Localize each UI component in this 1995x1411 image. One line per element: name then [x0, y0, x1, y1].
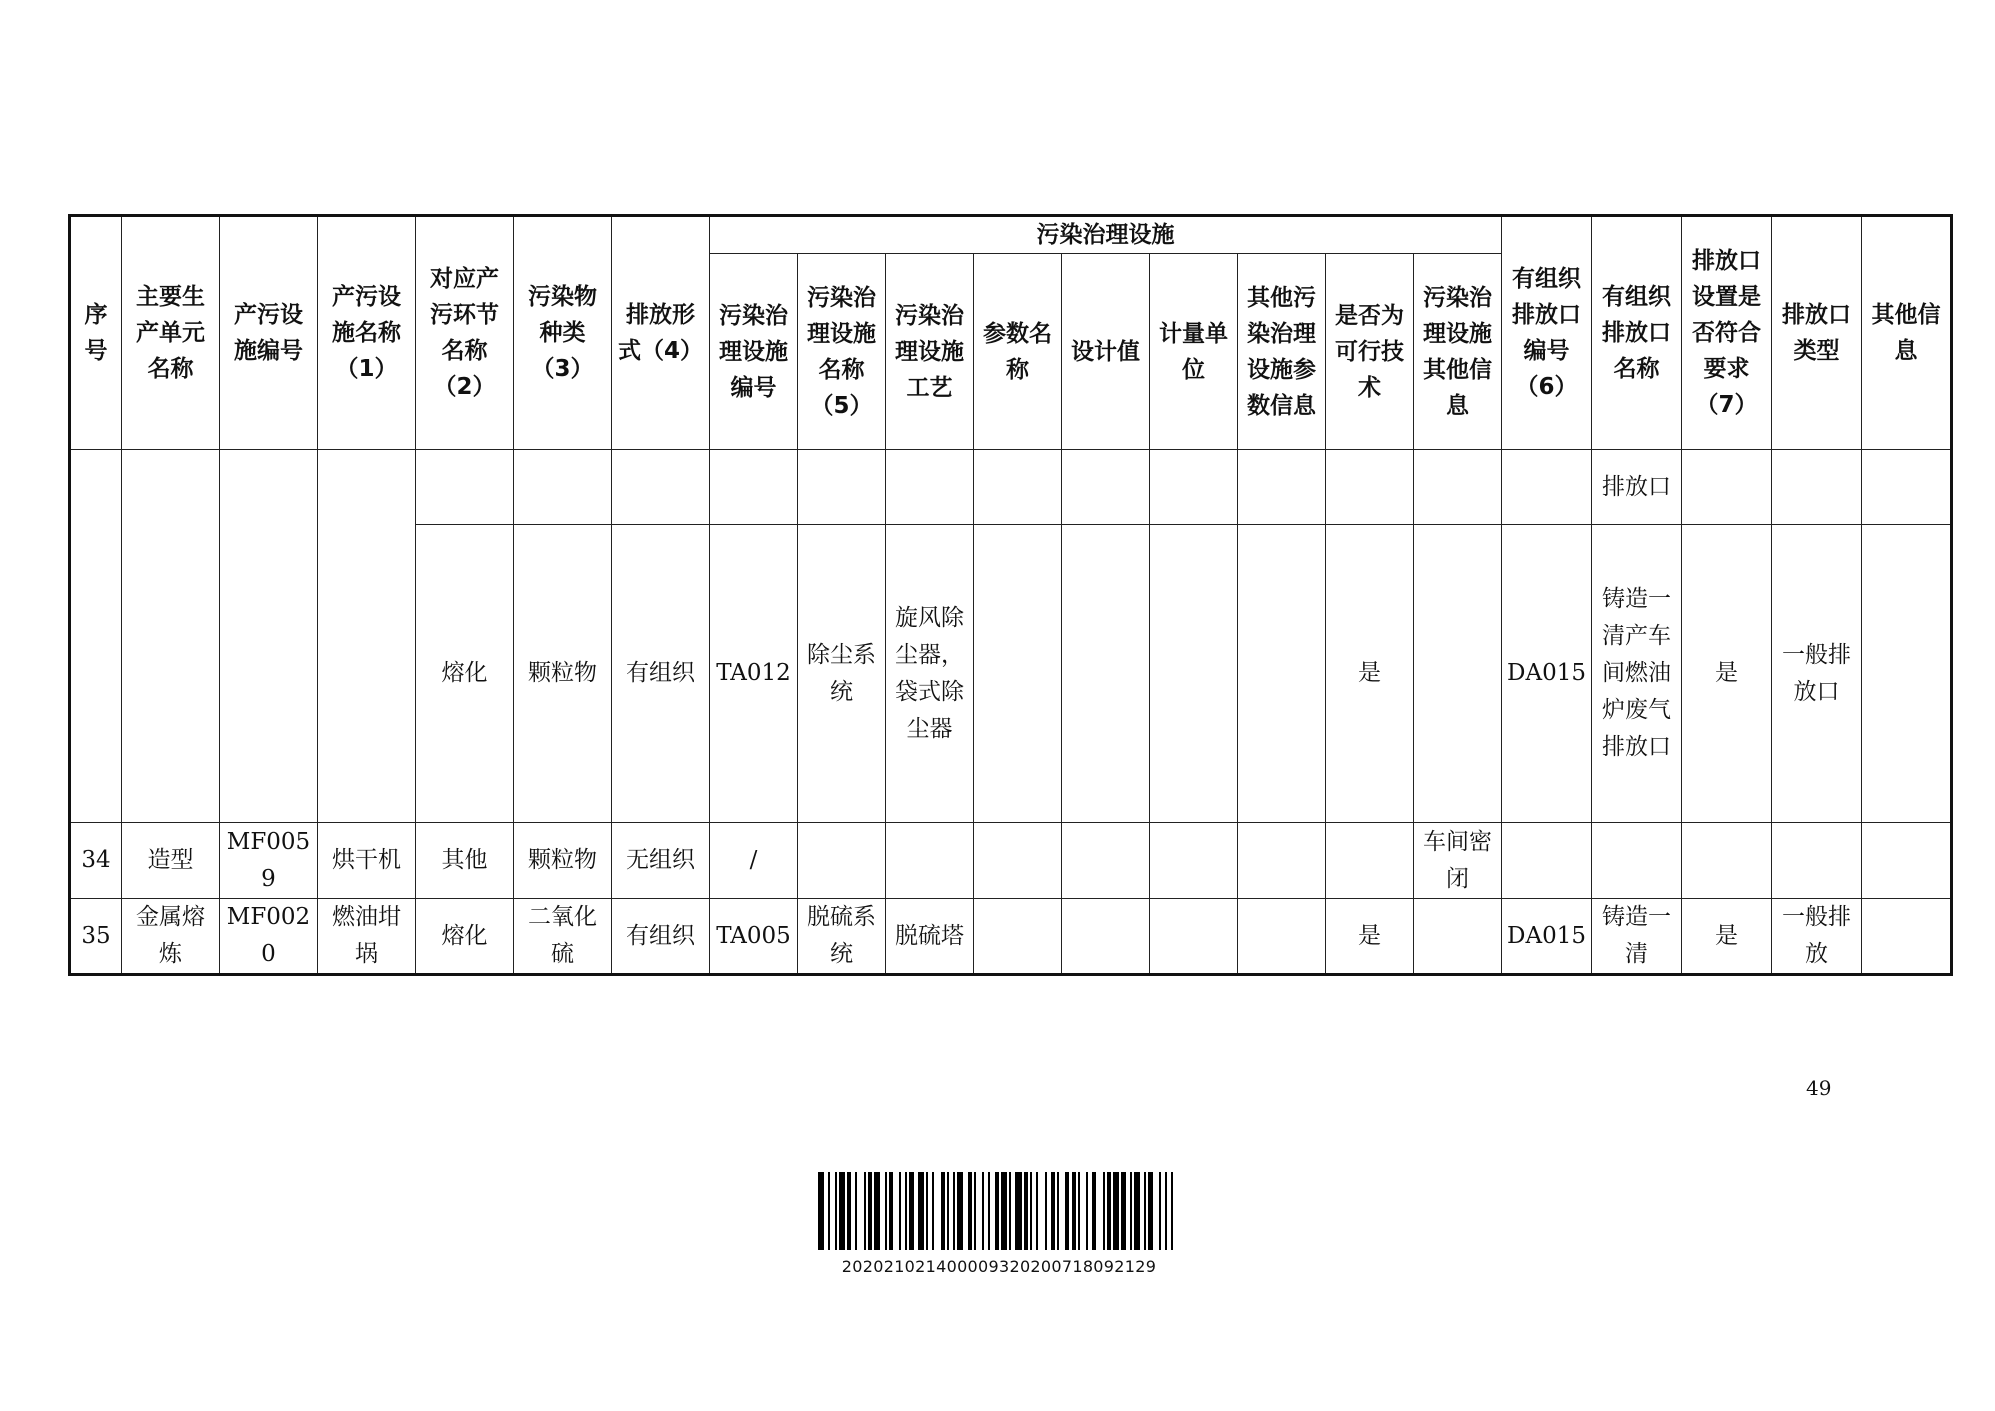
cell-feasible: 是 — [1326, 899, 1414, 975]
cell-design-value — [1062, 823, 1150, 899]
header-seq: 序号 — [70, 216, 122, 450]
table-row — [70, 823, 1952, 899]
cell-other-params — [1238, 450, 1326, 525]
header-outlet-type: 排放口类型 — [1772, 216, 1862, 450]
cell-process — [416, 450, 514, 525]
header-design-value: 设计值 — [1062, 254, 1150, 450]
cell-other-info — [1862, 525, 1952, 823]
cell-treatment-code — [710, 450, 798, 525]
cell-other-info-treatment — [1414, 899, 1502, 975]
cell-pollutant: 颗粒物 — [514, 525, 612, 823]
header-facility-code: 产污设施编号 — [220, 216, 318, 450]
cell-feasible: 是 — [1326, 525, 1414, 823]
cell-param-name — [974, 823, 1062, 899]
table-row — [70, 899, 1952, 975]
cell-unit-measure — [1150, 450, 1238, 525]
header-param-name: 参数名称 — [974, 254, 1062, 450]
cell-outlet-compliant: 是 — [1682, 899, 1772, 975]
cell-facility-name: 烘干机 — [318, 823, 416, 899]
cell-facility-code: MF0059 — [220, 823, 318, 899]
header-treatment-group: 污染治理设施 — [710, 216, 1502, 254]
cell-facility-code: MF0020 — [220, 899, 318, 975]
table-row — [70, 450, 1952, 525]
cell-outlet-code: DA015 — [1502, 525, 1592, 823]
cell-other-info — [1862, 450, 1952, 525]
header-outlet-compliant: 排放口设置是否符合要求（7） — [1682, 216, 1772, 450]
cell-discharge-form: 有组织 — [612, 899, 710, 975]
cell-outlet-type — [1772, 823, 1862, 899]
cell-param-name — [974, 899, 1062, 975]
header-treatment-tech: 污染治理设施工艺 — [886, 254, 974, 450]
cell-outlet-type: 一般排放 — [1772, 899, 1862, 975]
cell-outlet-type — [1772, 450, 1862, 525]
cell-other-params — [1238, 899, 1326, 975]
cell-facility-name — [318, 450, 416, 823]
cell-unit-measure — [1150, 525, 1238, 823]
cell-process: 其他 — [416, 823, 514, 899]
header-unit: 主要生产单元名称 — [122, 216, 220, 450]
cell-treatment-tech: 脱硫塔 — [886, 899, 974, 975]
header-other-info-treatment: 污染治理设施其他信息 — [1414, 254, 1502, 450]
cell-outlet-name: 铸造一清产车间燃油炉废气排放口 — [1592, 525, 1682, 823]
cell-treatment-tech — [886, 823, 974, 899]
header-discharge-form: 排放形式（4） — [612, 216, 710, 450]
header-unit-measure: 计量单位 — [1150, 254, 1238, 450]
barcode-number: 20202102140000932020071809212​9 — [841, 1257, 1157, 1276]
cell-facility-code — [220, 450, 318, 823]
header-outlet-code: 有组织排放口编号（6） — [1502, 216, 1592, 450]
pollution-facility-table — [68, 214, 1953, 976]
cell-pollutant: 颗粒物 — [514, 823, 612, 899]
cell-process: 熔化 — [416, 899, 514, 975]
cell-seq: 34 — [70, 823, 122, 899]
cell-design-value — [1062, 525, 1150, 823]
cell-other-params — [1238, 823, 1326, 899]
cell-design-value — [1062, 899, 1150, 975]
cell-treatment-name: 除尘系统 — [798, 525, 886, 823]
cell-outlet-name: 铸造一清 — [1592, 899, 1682, 975]
page-number: 49 — [1806, 1076, 1832, 1100]
cell-treatment-name — [798, 823, 886, 899]
cell-param-name — [974, 450, 1062, 525]
header-other-info: 其他信息 — [1862, 216, 1952, 450]
cell-design-value — [1062, 450, 1150, 525]
cell-unit-measure — [1150, 823, 1238, 899]
header-pollutant: 污染物种类（3） — [514, 216, 612, 450]
cell-other-info-treatment — [1414, 525, 1502, 823]
cell-treatment-code: / — [710, 823, 798, 899]
header-facility-name: 产污设施名称（1） — [318, 216, 416, 450]
header-treatment-code: 污染治理设施编号 — [710, 254, 798, 450]
cell-outlet-type: 一般排放口 — [1772, 525, 1862, 823]
cell-other-info — [1862, 899, 1952, 975]
cell-unit — [122, 450, 220, 823]
cell-treatment-name — [798, 450, 886, 525]
cell-outlet-name — [1592, 823, 1682, 899]
cell-other-params — [1238, 525, 1326, 823]
cell-seq — [70, 450, 122, 823]
header-outlet-name: 有组织排放口名称 — [1592, 216, 1682, 450]
header-feasible: 是否为可行技术 — [1326, 254, 1414, 450]
cell-unit: 金属熔炼 — [122, 899, 220, 975]
cell-outlet-compliant — [1682, 823, 1772, 899]
header-treatment-name: 污染治理设施名称（5） — [798, 254, 886, 450]
header-process: 对应产污环节名称（2） — [416, 216, 514, 450]
cell-treatment-name: 脱硫系统 — [798, 899, 886, 975]
cell-treatment-tech — [886, 450, 974, 525]
cell-treatment-tech: 旋风除尘器，袋式除尘器 — [886, 525, 974, 823]
cell-feasible — [1326, 823, 1414, 899]
cell-pollutant: 二氧化硫 — [514, 899, 612, 975]
cell-param-name — [974, 525, 1062, 823]
cell-outlet-code — [1502, 450, 1592, 525]
cell-feasible — [1326, 450, 1414, 525]
cell-other-info-treatment: 车间密闭 — [1414, 823, 1502, 899]
cell-process: 熔化 — [416, 525, 514, 823]
cell-seq: 35 — [70, 899, 122, 975]
cell-discharge-form: 有组织 — [612, 525, 710, 823]
cell-treatment-code: TA012 — [710, 525, 798, 823]
cell-outlet-code — [1502, 823, 1592, 899]
cell-outlet-compliant: 是 — [1682, 525, 1772, 823]
cell-facility-name: 燃油坩埚 — [318, 899, 416, 975]
cell-discharge-form — [612, 450, 710, 525]
cell-outlet-name: 排放口 — [1592, 450, 1682, 525]
cell-other-info-treatment — [1414, 450, 1502, 525]
cell-discharge-form: 无组织 — [612, 823, 710, 899]
cell-outlet-compliant — [1682, 450, 1772, 525]
cell-unit-measure — [1150, 899, 1238, 975]
header-other-params: 其他污染治理设施参数信息 — [1238, 254, 1326, 450]
cell-pollutant — [514, 450, 612, 525]
cell-unit: 造型 — [122, 823, 220, 899]
cell-outlet-code: DA015 — [1502, 899, 1592, 975]
cell-other-info — [1862, 823, 1952, 899]
cell-treatment-code: TA005 — [710, 899, 798, 975]
barcode-icon — [818, 1172, 1180, 1250]
